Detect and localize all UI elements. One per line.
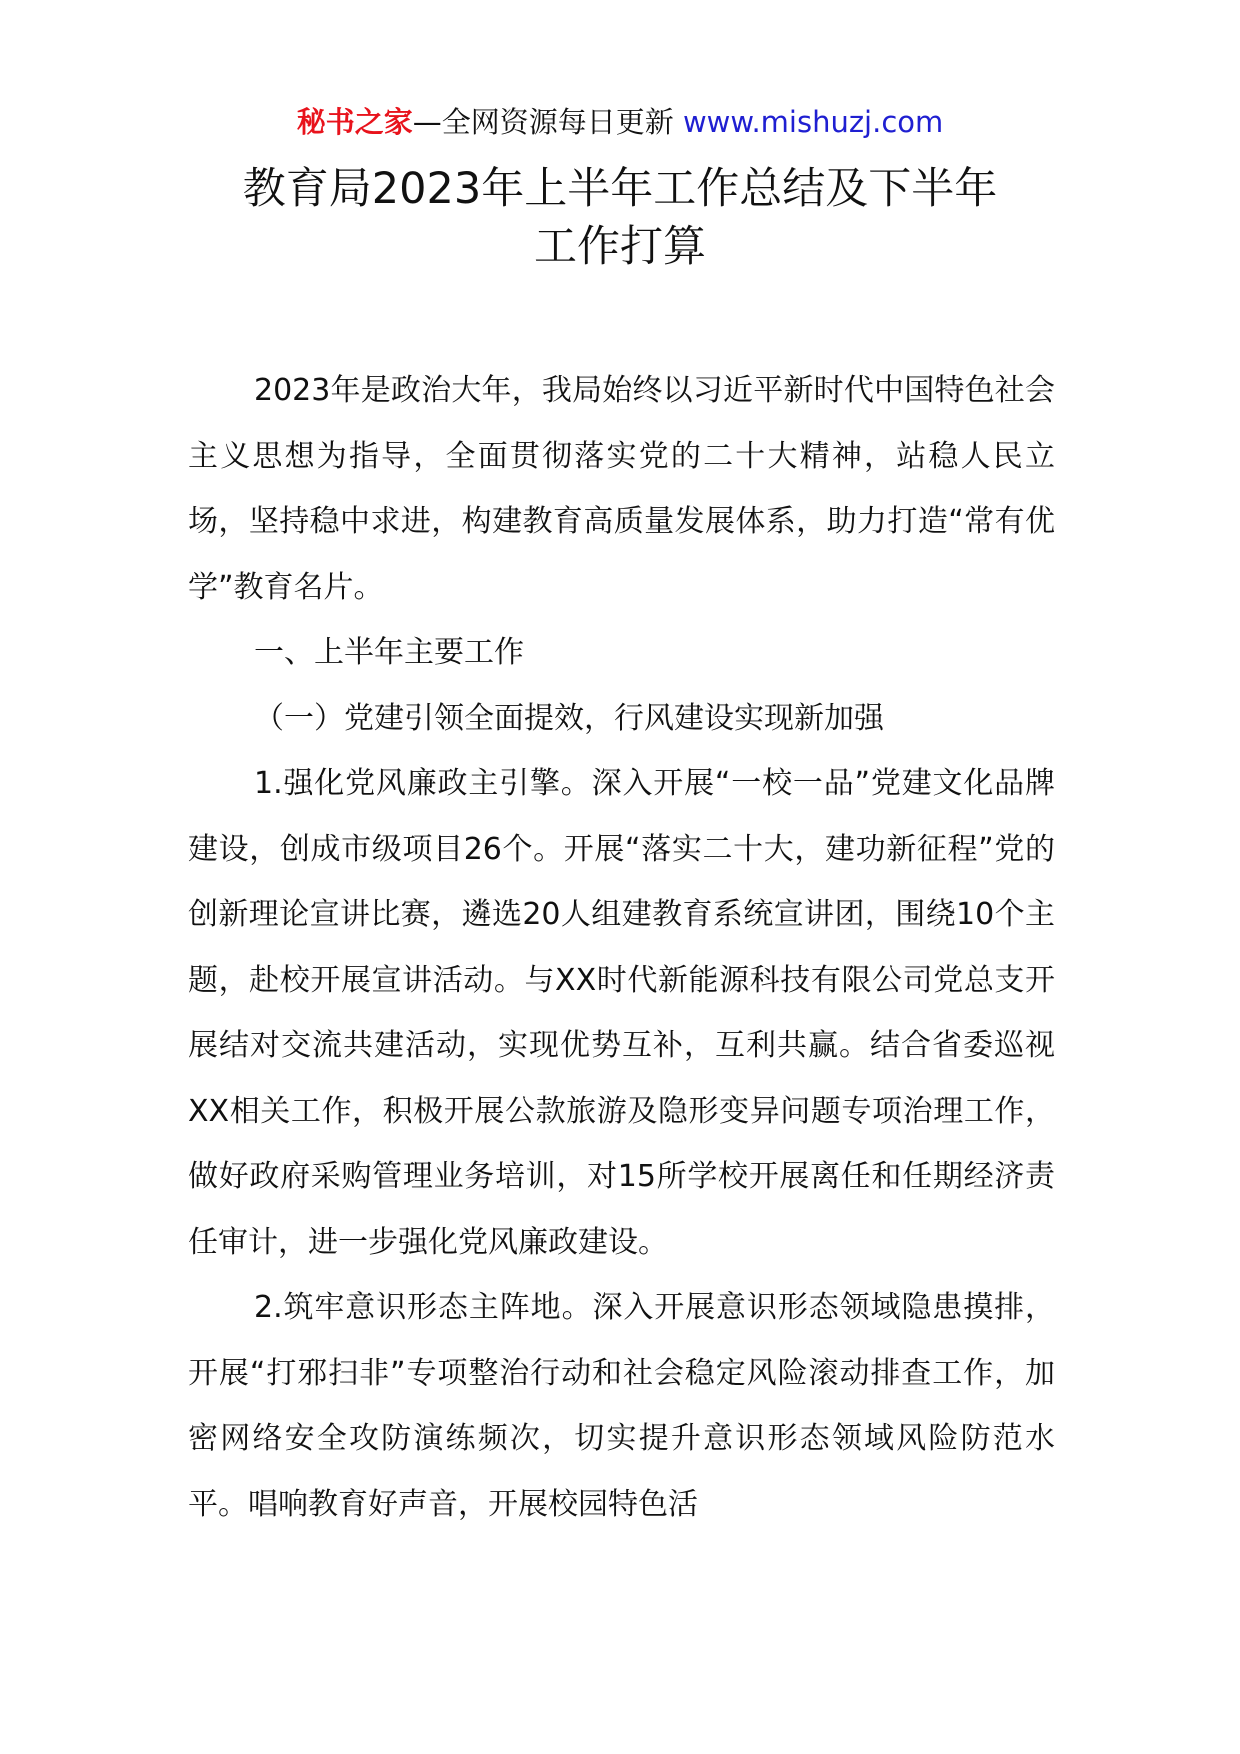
body-paragraph: 1.强化党风廉政主引擎。深入开展“一校一品”党建文化品牌建设，创成市级项目26个。开展“落实二十大，建功新征程”党的创新理论宣讲比赛，遴选20人组建教育系统宣讲团，围绕10个主题，赴校开展宣讲活动。与XX时代新能源科技有限公司党总支开展结对交流共建活动，实现优势互补，互利共赢。结合省委巡视XX相关工作，积极开展公款旅游及隐形变异问题专项治理工作，做好政府采购管理业务培训，对15所学校开展离任和任期经济责任审计，进一步强化党风廉政建设。 <box>188 766 1055 1260</box>
website-link[interactable]: www.mishuzj.com <box>682 105 944 139</box>
intro-paragraph: 2023年是政治大年，我局始终以习近平新时代中国特色社会主义思想为指导，全面贯彻落实党的二十大精神，站稳人民立场，坚持稳中求进，构建教育高质量发展体系，助力打造“常有优学”教育名片。 <box>188 373 1055 605</box>
document-title <box>0 160 1240 276</box>
section-heading: 一、上半年主要工作 <box>254 635 524 670</box>
header-slogan: —全网资源每日更新 <box>412 105 674 139</box>
document-body <box>188 358 1055 1537</box>
body-paragraph: 2.筑牢意识形态主阵地。深入开展意识形态领域隐患摸排，开展“打邪扫非”专项整治行动和社会稳定风险滚动排查工作，加密网络安全攻防演练频次，切实提升意识形态领域风险防范水平。唱响教育好声音，开展校园特色活 <box>188 1290 1055 1522</box>
title-line-2: 工作打算 <box>534 222 706 272</box>
subsection-heading: （一）党建引领全面提效，行风建设实现新加强 <box>254 700 884 736</box>
brand-name: 秘书之家 <box>296 105 413 139</box>
title-line-1: 教育局2023年上半年工作总结及下半年 <box>242 164 998 214</box>
watermark-header <box>0 102 1240 142</box>
